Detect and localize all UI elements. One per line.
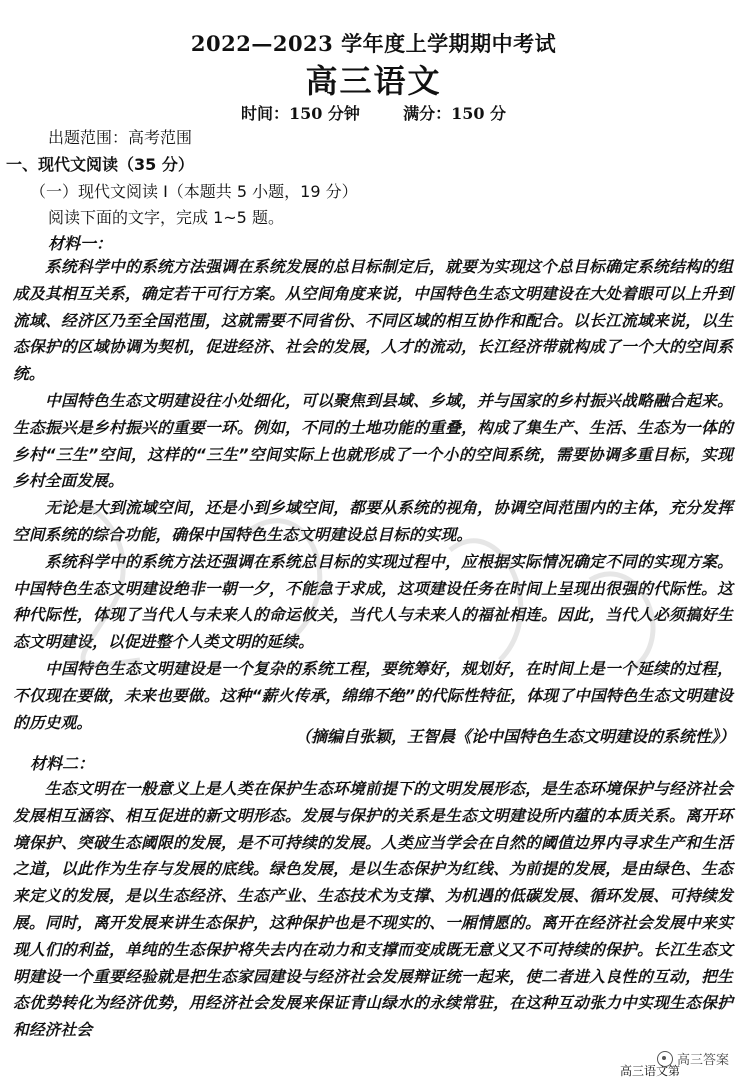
exam-meta	[0, 101, 747, 124]
section-heading: 一、现代文阅读（35 分）	[6, 155, 194, 174]
material-one-paragraph: 中国特色生态文明建设往小处细化，可以聚焦到县域、乡域，并与国家的乡村振兴战略融合起来。生态振兴是乡村振兴的重要一环。例如，不同的土地功能的重叠，构成了集生产、生活、生态为一体的乡村“三生”空间，这样的“三生”空间实际上也就形成了一个小的空间系统，需要协调多重目标，实现乡村全面发展。	[13, 390, 733, 491]
material-two-paragraph: 生态文明在一般意义上是人类在保护生态环境前提下的文明发展形态，是生态环境保护与经济社会发展相互涵容、相互促进的新文明形态。发展与保护的关系是生态文明建设所内蕴的本质关系。离开环境保护、突破生态阈限的发展，是不可持续的发展。人类应当学会在自然的阈值边界内寻求生产和生活之道，以此作为生存与发展的底线。绿色发展，是以生态保护为红线、为前提的发展，是由绿色、生态来定义的发展，是以生态经济、生态产业、生态技术为支撑、为机遇的低碳发展、循环发展、可持续发展。同时，离开发展来讲生态保护，这种保护也是不现实的、一厢情愿的。离开在经济社会发展中来实现人们的利益，单纯的生态保护将失去内在动力和支撑而变成既无意义又不可持续的保护。长江生态文明建设一个重要经验就是把生态家园建设与经济社会发展辩证统一起来，使二者进入良性的互动，把生态优势转化为经济优势，用经济社会发展来保证青山绿水的永续常驻，在这种互动张力中实现生态保护和经济社会	[13, 779, 733, 1040]
exam-title: 2022—2023 学年度上学期期中考试	[190, 31, 557, 56]
exam-scope: 出题范围：高考范围	[48, 128, 193, 147]
material-one-label: 材料一：	[48, 234, 113, 253]
material-two-label: 材料二：	[30, 754, 95, 773]
page-footer: 高三语文第	[620, 1064, 681, 1078]
score-label: 满分：150 分	[403, 104, 507, 123]
material-one-source: （摘编自张颖，王智晨《论中国特色生态文明建设的系统性》）	[294, 727, 735, 746]
material-two-body	[13, 776, 733, 1044]
material-one-paragraph: 无论是大到流域空间，还是小到乡域空间，都要从系统的视角，协调空间范围内的主体，充分发挥空间系统的综合功能，确保中国特色生态文明建设总目标的实现。	[13, 498, 733, 544]
material-one-paragraph: 系统科学中的系统方法强调在系统发展的总目标制定后，就要为实现这个总目标确定系统结构的组成及其相互关系，确定若干可行方案。从空间角度来说，中国特色生态文明建设在大处着眼可以上升到流域、经济区乃至全国范围，这就需要不同省份、不同区域的相互协作和配合。以长江流域来说，以生态保护的区域协调为契机，促进经济、社会的发展，人才的流动，长江经济带就构成了一个大的空间系统。	[13, 257, 733, 384]
material-one-body	[13, 254, 733, 736]
reading-instruction: 阅读下面的文字，完成 1~5 题。	[48, 208, 284, 227]
subject-title: 高三语文	[305, 62, 442, 100]
time-label: 时间：150 分钟	[240, 104, 360, 123]
material-one-paragraph: 系统科学中的系统方法还强调在系统总目标的实现过程中，应根据实际情况确定不同的实现方案。中国特色生态文明建设绝非一朝一夕，不能急于求成，这项建设任务在时间上呈现出很强的代际性。这种代际性，体现了当代人与未来人的命运攸关，当代人与未来人的福祉相连。因此，当代人必须搞好生态文明建设，以促进整个人类文明的延续。	[13, 551, 733, 652]
brand-text: 高三答案	[676, 1053, 729, 1068]
material-one-paragraph: 中国特色生态文明建设是一个复杂的系统工程，要统筹好，规划好，在时间上是一个延续的过程，不仅现在要做，未来也要做。这种“薪火传承，绵绵不绝”的代际性特征，体现了中国特色生态文明建设的历史观。	[13, 658, 733, 732]
subsection-heading: （一）现代文阅读 I（本题共 5 小题，19 分）	[30, 182, 358, 201]
